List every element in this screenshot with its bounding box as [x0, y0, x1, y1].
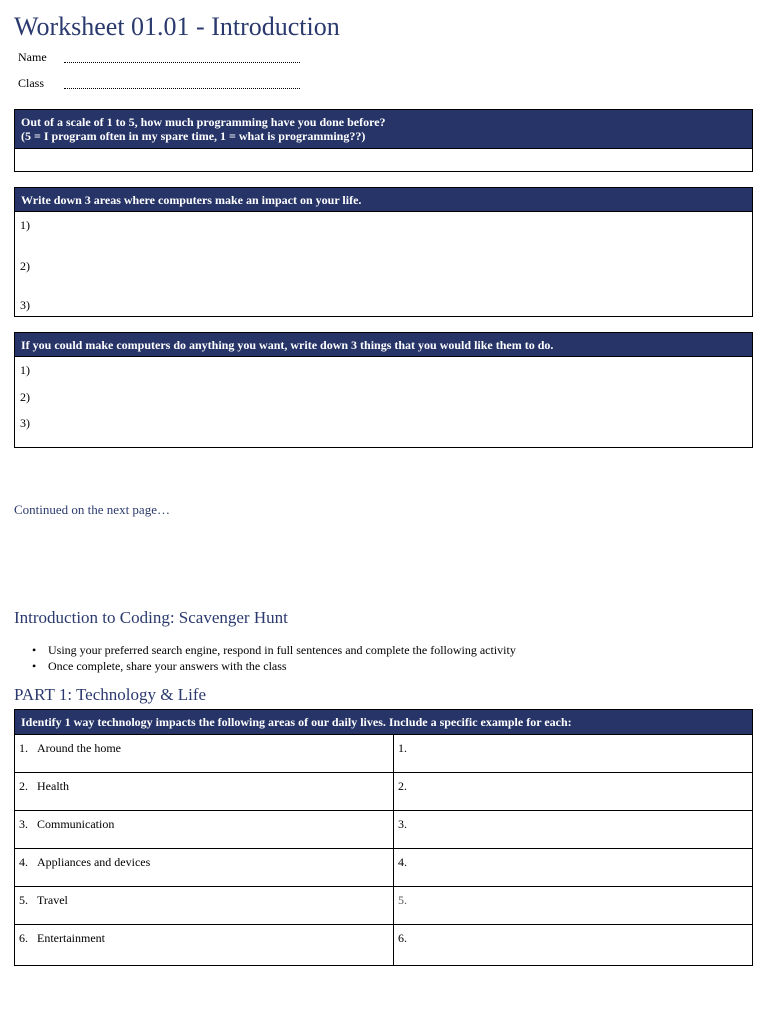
row-number: 2. [19, 779, 28, 793]
question-2-box [14, 187, 753, 317]
answer-cell[interactable]: 3. [394, 811, 753, 849]
question-3-item-1[interactable]: 1) [20, 363, 30, 377]
part1-table-header: Identify 1 way technology impacts the following areas of our daily lives. Include a specific example for each: [14, 709, 753, 734]
part1-grid [14, 734, 753, 966]
row-number: 3. [19, 817, 28, 831]
area-cell [15, 735, 394, 773]
question-1-line-1: Out of a scale of 1 to 5, how much programming have you done before? [21, 115, 386, 129]
question-3-header: If you could make computers do anything you want, write down 3 things that you would like them to do. [15, 333, 752, 357]
scavenger-title: Introduction to Coding: Scavenger Hunt [14, 608, 288, 627]
answer-cell[interactable]: 5. [394, 887, 753, 925]
question-2-item-3[interactable]: 3) [20, 298, 30, 312]
question-3-item-3[interactable]: 3) [20, 416, 30, 430]
instruction-list [32, 642, 516, 674]
name-label: Name [18, 50, 47, 64]
continued-note: Continued on the next page… [14, 502, 170, 517]
page-title: Worksheet 01.01 - Introduction [14, 12, 340, 41]
instruction-item: • Using your preferred search engine, respond in full sentences and complete the following activity [32, 642, 516, 658]
part1-table [14, 709, 753, 966]
question-3-item-2[interactable]: 2) [20, 390, 30, 404]
table-row [15, 735, 753, 773]
answer-cell[interactable]: 4. [394, 849, 753, 887]
row-number: 1. [19, 741, 28, 755]
table-row [15, 925, 753, 966]
class-label: Class [18, 76, 45, 90]
class-field[interactable] [18, 76, 300, 91]
area-label: Entertainment [37, 931, 105, 945]
area-label: Around the home [37, 741, 121, 755]
answer-cell[interactable]: 6. [394, 925, 753, 966]
area-cell [15, 773, 394, 811]
area-cell [15, 849, 394, 887]
question-3-box [14, 332, 753, 448]
question-2-header: Write down 3 areas where computers make an impact on your life. [15, 188, 752, 212]
table-row [15, 773, 753, 811]
area-cell [15, 887, 394, 925]
area-label: Travel [37, 893, 68, 907]
part1-title: PART 1: Technology & Life [14, 685, 207, 704]
name-line[interactable] [64, 52, 300, 63]
area-cell [15, 925, 394, 966]
instruction-item: • Once complete, share your answers with the class [32, 658, 516, 674]
class-line[interactable] [64, 78, 300, 89]
table-row [15, 849, 753, 887]
question-1-header [15, 110, 752, 148]
answer-cell[interactable]: 1. [394, 735, 753, 773]
area-label: Appliances and devices [37, 855, 151, 869]
question-2-item-2[interactable]: 2) [20, 259, 30, 273]
question-1-box [14, 109, 753, 172]
question-1-answer[interactable] [15, 148, 752, 172]
table-row [15, 811, 753, 849]
row-number: 6. [19, 931, 28, 945]
name-field[interactable] [18, 50, 300, 65]
question-2-item-1[interactable]: 1) [20, 218, 30, 232]
area-label: Health [37, 779, 69, 793]
answer-cell[interactable]: 2. [394, 773, 753, 811]
area-cell [15, 811, 394, 849]
area-label: Communication [37, 817, 115, 831]
question-1-line-2: (5 = I program often in my spare time, 1 = what is programming??) [21, 129, 366, 143]
row-number: 5. [19, 893, 28, 907]
row-number: 4. [19, 855, 28, 869]
table-row [15, 887, 753, 925]
